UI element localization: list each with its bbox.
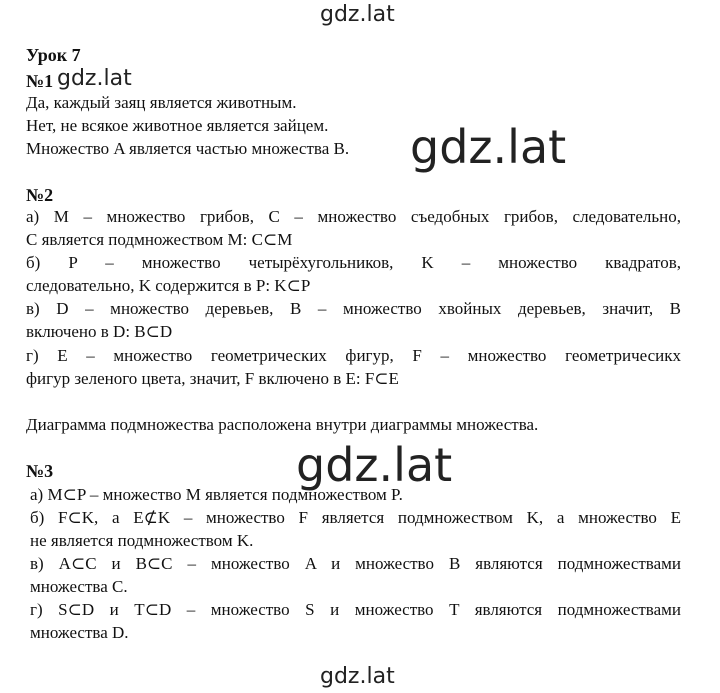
task2-line-5: в) D – множество деревьев, B – множество хвойных деревьев, значит, B bbox=[26, 299, 681, 318]
task2-line-4: следовательно, K содержится в P: K⊂P bbox=[26, 276, 311, 295]
task1-line-3: Множество A является частью множества B. bbox=[26, 139, 350, 158]
task2-conclusion: Диаграмма подмножества расположена внутри диаграммы множества. bbox=[26, 415, 539, 434]
watermark-big-2: gdz.lat bbox=[296, 438, 453, 492]
task3-number: №3 bbox=[26, 461, 54, 481]
task2-line-8: фигур зеленого цвета, значит, F включено в E: F⊂E bbox=[26, 369, 399, 388]
task3-line-2: б) F⊂K, а E⊄K – множество F является подмножеством K, а множество E bbox=[30, 508, 681, 527]
task2-line-2: C является подмножеством M: C⊂M bbox=[26, 230, 293, 249]
task3-line-7: множества D. bbox=[30, 623, 129, 642]
task3-line-3: не является подмножеством K. bbox=[30, 531, 254, 550]
watermark-bottom: gdz.lat bbox=[320, 664, 395, 689]
task3-line-4: в) A⊂C и B⊂C – множество A и множество B являются подмножествами bbox=[30, 554, 681, 573]
task1-number: №1 bbox=[26, 71, 54, 91]
task1-line-2: Нет, не всякое животное является зайцем. bbox=[26, 116, 329, 135]
task2-line-6: включено в D: B⊂D bbox=[26, 322, 173, 341]
task3-line-6: г) S⊂D и T⊂D – множество S и множество T являются подмножествами bbox=[30, 600, 681, 619]
lesson-title: Урок 7 bbox=[26, 45, 81, 65]
task2-line-3: б) P – множество четырёхугольников, K – множество квадратов, bbox=[26, 253, 681, 272]
task2-line-7: г) E – множество геометрических фигур, F – множество геометричесикх bbox=[26, 346, 681, 365]
watermark-big-1: gdz.lat bbox=[410, 120, 567, 174]
task1-line-1: Да, каждый заяц является животным. bbox=[26, 93, 297, 112]
task2-line-1: а) M – множество грибов, C – множество съедобных грибов, следовательно, bbox=[26, 207, 681, 226]
task3-line-1: а) M⊂P – множество M является подмножеством P. bbox=[30, 485, 403, 504]
task2-number: №2 bbox=[26, 185, 54, 205]
watermark-inline: gdz.lat bbox=[57, 66, 132, 91]
task3-line-5: множества C. bbox=[30, 577, 128, 596]
watermark-top: gdz.lat bbox=[320, 2, 395, 27]
